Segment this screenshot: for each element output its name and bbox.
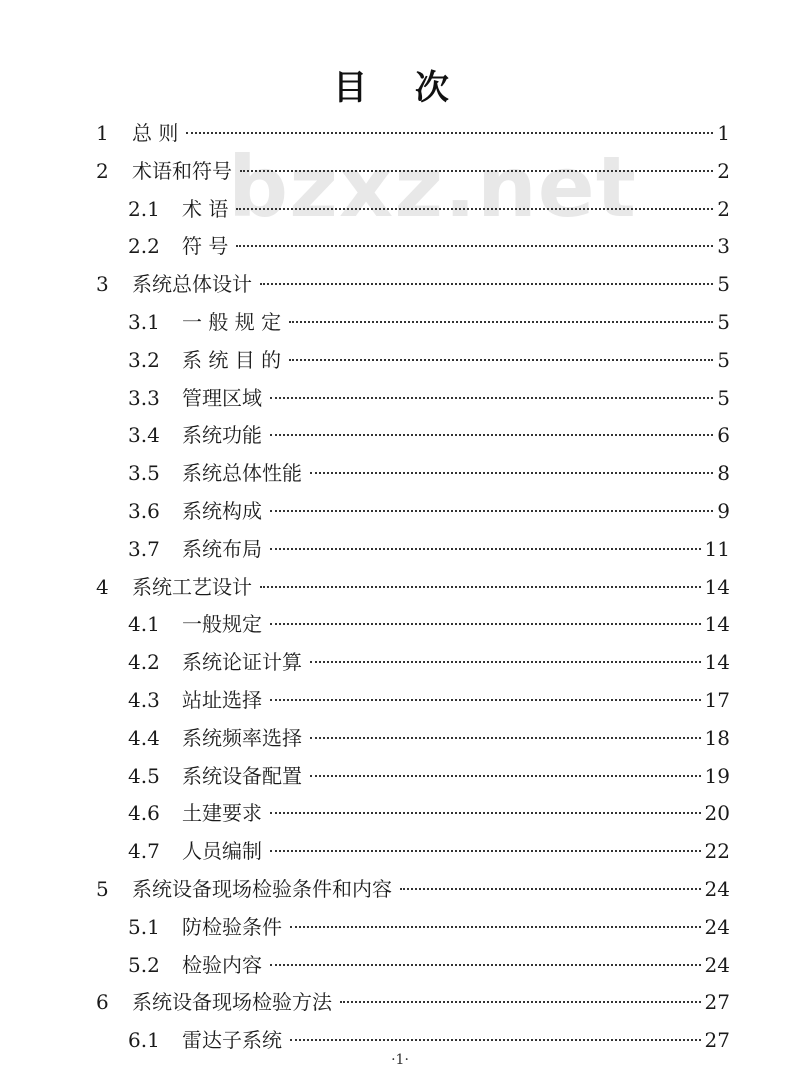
- toc-entry[interactable]: [128, 416, 730, 454]
- dot-leader: [270, 812, 701, 814]
- toc-entry-page-number: 5: [717, 347, 730, 372]
- toc-entry-label: 雷达子系统: [182, 1028, 282, 1053]
- toc-entry[interactable]: [96, 265, 730, 303]
- toc-entry-page-number: 27: [704, 990, 730, 1015]
- dot-leader: [289, 321, 713, 323]
- toc-entry-label: 系统总体性能: [182, 461, 302, 486]
- dot-leader: [240, 170, 713, 172]
- toc-entry-page-number: 5: [717, 272, 730, 297]
- dot-leader: [270, 434, 713, 436]
- toc-entry[interactable]: [128, 454, 730, 492]
- dot-leader: [270, 510, 713, 512]
- toc-entry-page-number: 5: [717, 310, 730, 334]
- toc-entry-number: 5: [96, 877, 109, 901]
- toc-entry-number: 4.4: [128, 725, 160, 750]
- toc-entry[interactable]: [128, 946, 730, 984]
- toc-entry-page-number: 8: [717, 461, 730, 486]
- page-footer: ·1·: [391, 1052, 409, 1068]
- toc-entry-page-number: 18: [704, 725, 730, 750]
- toc-entry-page-number: 14: [704, 650, 730, 675]
- toc-entry[interactable]: [128, 341, 730, 379]
- toc-entry-label: 防检验条件: [182, 914, 282, 939]
- toc-entry-page-number: 2: [717, 196, 730, 221]
- toc-entry[interactable]: [128, 832, 730, 870]
- toc-entry[interactable]: [128, 757, 730, 795]
- toc-entry-label: 土建要求: [182, 801, 262, 826]
- dot-leader: [310, 737, 701, 739]
- toc-entry-number: 3.1: [128, 310, 160, 334]
- toc-entry-page-number: 14: [704, 574, 730, 599]
- toc-entry-label: 系统设备配置: [182, 763, 302, 788]
- toc-entry-number: 3.6: [128, 499, 160, 523]
- toc-entry-label: 管理区域: [182, 385, 262, 410]
- dot-leader: [340, 1001, 701, 1003]
- toc-entry-label: 术语和符号: [132, 158, 232, 183]
- toc-entry[interactable]: [96, 568, 730, 606]
- dot-leader: [270, 548, 701, 550]
- dot-leader: [236, 245, 713, 247]
- dot-leader: [270, 623, 701, 625]
- watermark: bzxz.net: [228, 138, 637, 236]
- toc-entry-number: 2: [96, 158, 109, 183]
- toc-entry-number: 2.2: [128, 234, 160, 259]
- dot-leader: [270, 964, 701, 966]
- toc-entry[interactable]: [128, 719, 730, 757]
- toc-entry-label: 系统频率选择: [182, 725, 302, 750]
- toc-entry[interactable]: [128, 908, 730, 946]
- toc-entry-number: 4: [96, 574, 109, 599]
- toc-entry[interactable]: [128, 379, 730, 417]
- toc-entry-number: 3: [96, 272, 109, 297]
- toc-entry[interactable]: [128, 643, 730, 681]
- toc-entry-page-number: 6: [717, 423, 730, 448]
- toc-entry-label: 系统设备现场检验方法: [132, 990, 332, 1015]
- toc-entry[interactable]: [128, 681, 730, 719]
- toc-entry-label: 检验内容: [182, 952, 262, 977]
- toc-entry-label: 系统设备现场检验条件和内容: [132, 877, 392, 901]
- toc-entry-label: 术 语: [182, 196, 229, 221]
- toc-entry[interactable]: [128, 530, 730, 568]
- toc-entry-number: 4.3: [128, 688, 160, 712]
- toc-entry-page-number: 22: [704, 839, 730, 864]
- toc-entry-number: 2.1: [128, 196, 160, 221]
- toc-entry[interactable]: [128, 492, 730, 530]
- toc-entry-number: 3.2: [128, 347, 160, 372]
- toc-entry[interactable]: [96, 114, 730, 152]
- dot-leader: [270, 397, 713, 399]
- dot-leader: [310, 661, 701, 663]
- toc-entry[interactable]: [96, 983, 730, 1021]
- toc-entry[interactable]: [128, 227, 730, 265]
- toc-entry-page-number: 24: [704, 877, 730, 901]
- toc-entry-number: 3.7: [128, 536, 160, 561]
- toc-entry-label: 系统工艺设计: [132, 574, 252, 599]
- dot-leader: [289, 359, 713, 361]
- toc-entry-number: 1: [96, 121, 109, 145]
- dot-leader: [290, 926, 701, 928]
- page-title: 目 次: [333, 68, 467, 108]
- toc-entry-label: 总 则: [132, 121, 179, 145]
- dot-leader: [260, 586, 701, 588]
- dot-leader: [310, 472, 713, 474]
- toc-entry-label: 人员编制: [182, 839, 262, 864]
- dot-leader: [400, 888, 701, 890]
- toc-entry-number: 3.5: [128, 461, 160, 486]
- toc-entry-number: 4.5: [128, 763, 160, 788]
- toc-entry-number: 4.1: [128, 612, 160, 637]
- toc-entry-label: 符 号: [182, 234, 229, 259]
- toc-entry-label: 一般规定: [182, 612, 262, 637]
- toc-entry-number: 5.2: [128, 952, 160, 977]
- toc-entry-number: 6.1: [128, 1028, 160, 1053]
- toc-entry-label: 系统功能: [182, 423, 262, 448]
- toc-entry-page-number: 1: [717, 121, 730, 145]
- toc-entry-page-number: 17: [704, 688, 730, 712]
- toc-entry[interactable]: [128, 794, 730, 832]
- toc-entry-page-number: 2: [717, 158, 730, 183]
- toc-entry-label: 站址选择: [182, 688, 262, 712]
- toc-entry-number: 3.3: [128, 385, 160, 410]
- toc-entry[interactable]: [128, 303, 730, 341]
- toc-entry-page-number: 3: [717, 234, 730, 259]
- toc-entry[interactable]: [128, 605, 730, 643]
- dot-leader: [270, 699, 701, 701]
- dot-leader: [236, 208, 713, 210]
- toc-entry-page-number: 9: [717, 499, 730, 523]
- toc-entry-label: 系 统 目 的: [182, 347, 282, 372]
- toc-entry-number: 4.6: [128, 801, 160, 826]
- toc-entry-label: 系统布局: [182, 536, 262, 561]
- toc-entry[interactable]: [128, 190, 730, 228]
- toc-entry-page-number: 20: [704, 801, 730, 826]
- toc-entry[interactable]: [96, 870, 730, 908]
- toc-entry-page-number: 5: [717, 385, 730, 410]
- toc-entry-label: 系统总体设计: [132, 272, 252, 297]
- toc-entry-label: 系统构成: [182, 499, 262, 523]
- toc-entry-number: 6: [96, 990, 109, 1015]
- dot-leader: [260, 283, 713, 285]
- dot-leader: [270, 850, 701, 852]
- toc-entry-label: 系统论证计算: [182, 650, 302, 675]
- dot-leader: [310, 775, 701, 777]
- toc-entry-number: 3.4: [128, 423, 160, 448]
- toc-entry-number: 5.1: [128, 914, 160, 939]
- toc-entry-page-number: 27: [704, 1028, 730, 1053]
- dot-leader: [186, 132, 713, 134]
- toc-entry-page-number: 24: [704, 914, 730, 939]
- toc-entry-label: 一 般 规 定: [182, 310, 282, 334]
- toc-entry-page-number: 14: [704, 612, 730, 637]
- dot-leader: [290, 1039, 701, 1041]
- toc-entry-number: 4.7: [128, 839, 160, 864]
- toc-entry-page-number: 11: [704, 536, 730, 561]
- toc-entry-number: 4.2: [128, 650, 160, 675]
- toc-entry-page-number: 19: [704, 763, 730, 788]
- toc-entry[interactable]: [96, 152, 730, 190]
- toc-entry-page-number: 24: [704, 952, 730, 977]
